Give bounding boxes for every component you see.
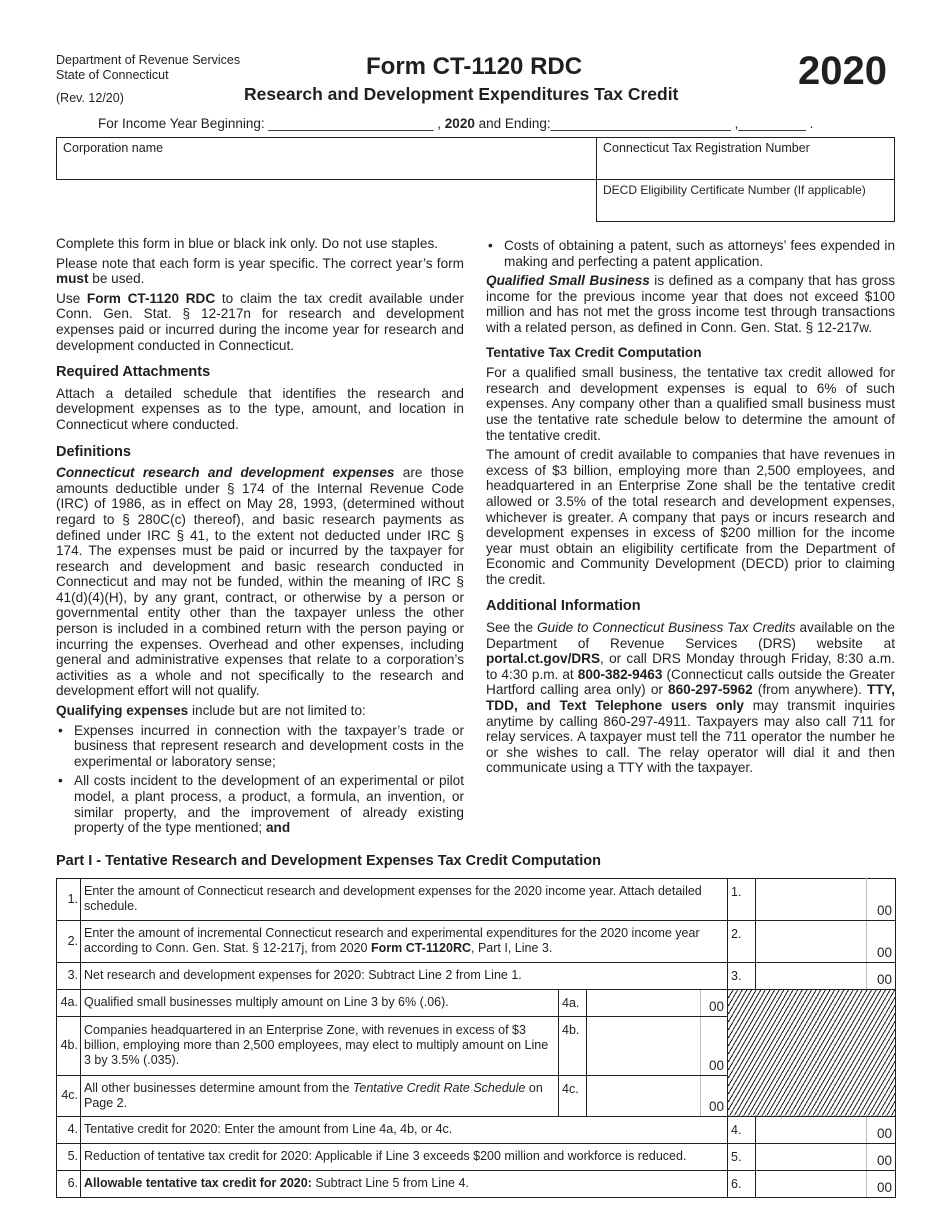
instructions-left-column: [56, 236, 464, 840]
amount-input[interactable]: [756, 1170, 867, 1197]
line-number: 3.: [57, 962, 81, 989]
text-segment: TTY, TDD, and Text Telephone users only: [486, 682, 895, 714]
text-segment: is defined as a company that has gross income for the previous income year that does not exceed $100 million and has not met the gross income test through transactions with a related person, as defined in Conn. Gen. Stat. § 12-217w.: [486, 273, 895, 335]
line-label: 1.: [728, 878, 756, 920]
text-segment: Attach a detailed schedule that identifies the research and development expenses as to the type, amount, and location in Connecticut where conducted.: [56, 385, 464, 432]
text-segment: be used.: [88, 271, 145, 287]
table-row: [57, 1143, 896, 1170]
amount-input[interactable]: [756, 962, 867, 989]
text-segment: on Page 2.: [84, 1080, 543, 1110]
text-segment: Form CT-1120 RDC: [86, 290, 216, 306]
instructions-right-column: [486, 238, 895, 780]
text-segment: For Income Year Beginning: ______________________ ,: [98, 116, 445, 131]
purpose: [56, 291, 464, 353]
qualifying-list-continued: [486, 238, 895, 269]
cents-field: 00: [867, 878, 896, 920]
table-row: [57, 989, 896, 1016]
text-segment: may transmit inquiries anytime by calling 860-297-4911. Taxpayers may also call 711 for relay services. A taxpayer must tell the 711 operator the number he or she wishes to call. The relay operator will dial it and then communicate using a TTY with the taxpayer.: [486, 698, 895, 776]
text-segment: Enter the amount of Connecticut research and development expenses for the 2020 income year. Attach detailed schedule.: [84, 884, 702, 914]
additional-info-heading: Additional Information: [486, 598, 641, 615]
text-segment: 800-382-9463: [577, 666, 663, 682]
line-label: 4c.: [559, 1075, 587, 1116]
form-subtitle: Research and Development Expenditures Tax Credit: [244, 84, 679, 104]
list-item: [486, 238, 895, 269]
table-row: [57, 1116, 896, 1143]
text-segment: Guide to Connecticut Business Tax Credits: [536, 620, 796, 636]
text-segment: Qualified small businesses multiply amount on Line 3 by 6% (.06).: [84, 995, 449, 1010]
cents-field: 00: [867, 920, 896, 962]
line-label: 5.: [728, 1143, 756, 1170]
text-segment: (from anywhere).: [752, 682, 868, 698]
part1-title: Part I - Tentative Research and Development Expenses Tax Credit Computation: [56, 852, 601, 869]
line-description: [81, 1143, 728, 1170]
text-segment: Expenses incurred in connection with the taxpayer’s trade or business that represent research and development costs in the experimental or laboratory sense;: [74, 722, 464, 769]
text-segment: See the: [486, 620, 537, 636]
cents-field: 00: [867, 1143, 896, 1170]
amount-input[interactable]: [756, 1143, 867, 1170]
line-description: [81, 1075, 559, 1116]
state-text: State of Connecticut: [56, 68, 169, 82]
table-row: [57, 878, 896, 920]
text-segment: Companies headquartered in an Enterprise Zone, with revenues in excess of $3 billion, employing more than 2,500 employees, may elect to multiply amount on Line 3 by 3.5% (.035).: [84, 1023, 549, 1068]
text-segment: Form CT-1120RC: [370, 941, 472, 956]
table-row: [57, 920, 896, 962]
text-segment: Use: [56, 290, 87, 306]
amount-input[interactable]: [587, 1075, 701, 1116]
text-segment: Connecticut research and development expenses: [56, 465, 395, 481]
cents-field: 00: [701, 1075, 728, 1116]
qualifying-expenses: [56, 703, 464, 719]
text-segment: portal.ct.gov/DRS: [486, 651, 601, 667]
line-description: [81, 1016, 559, 1075]
text-segment: All other businesses determine amount from the: [84, 1080, 353, 1095]
year-note: [56, 256, 464, 287]
cents-field: 00: [701, 1016, 728, 1075]
line-number: 1.: [57, 878, 81, 920]
line-description: [81, 920, 728, 962]
text-segment: must: [56, 271, 89, 287]
text-segment: include but are not limited to:: [188, 703, 366, 719]
ink-note: [56, 236, 464, 252]
line-number: 6.: [57, 1170, 81, 1197]
text-segment: Enter the amount of incremental Connecticut research and experimental expenditures for the 2020 income year according to Conn. Gen. Stat. § 12-217j, from 2020: [84, 926, 700, 956]
text-segment: are those amounts deductible under § 174 of the Internal Revenue Code (IRC) of 1986, as in effect on May 28, 1993, (determined without regard to § 280C(c) thereof), and basic research payments as defined under IRC § 41, to the extent not deducted under IRC § 174. The expenses must be paid or incurred by the taxpayer for research and development and basic research conducted in Connecticut and may not be funded, within the meaning of IRC § 41(d)(4)(H), by any grant, contract, or otherwise by a person or governmental entity other than the taxpayer unless the other person is included in a combined return with the person paying or incurring the expenses. Overhead and other expenses, including general and administrative expenses that relate to a corporation’s activities as a whole and not specifically to the research and development effort will not qualify.: [56, 465, 464, 699]
line-label: 6.: [728, 1170, 756, 1197]
required-attachments-heading: Required Attachments: [56, 364, 211, 381]
revision: (Rev. 12/20): [56, 91, 124, 105]
part1-table: [56, 878, 896, 1198]
text-segment: Costs of obtaining a patent, such as attorneys’ fees expended in making and perfecting a patent application.: [504, 238, 895, 269]
text-segment: Allowable tentative tax credit for 2020:: [84, 1176, 312, 1191]
form-title: Form CT-1120 RDC: [366, 53, 583, 80]
cents-field: 00: [701, 989, 728, 1016]
table-row: [57, 962, 896, 989]
line-label: 4.: [728, 1116, 756, 1143]
line-description: [81, 962, 728, 989]
text-segment: Qualified Small Business: [486, 273, 650, 289]
amount-input[interactable]: [756, 920, 867, 962]
text-segment: (Connecticut calls outside the Greater Hartford calling area only) or: [486, 666, 895, 698]
line-description: [81, 989, 559, 1016]
additional-info-text: [486, 620, 895, 776]
text-segment: , or call DRS Monday through Friday, 8:30 a.m. to 4:30 p.m. at: [486, 651, 895, 682]
line-description: [81, 878, 728, 920]
text-segment: to claim the tax credit available under Conn. Gen. Stat. § 12-217n for research and development expenses paid or incurred during the income year for research and development conducted in Connecticut.: [56, 290, 464, 353]
text-segment: Tentative credit for 2020: Enter the amount from Line 4a, 4b, or 4c.: [84, 1122, 453, 1137]
line-number: 4b.: [57, 1016, 81, 1075]
table-row: [57, 1170, 896, 1197]
line-description: [81, 1116, 728, 1143]
line-description: [81, 1170, 728, 1197]
amount-input[interactable]: [756, 1116, 867, 1143]
cents-field: 00: [867, 1116, 896, 1143]
text-segment: , Part I, Line 3.: [471, 941, 553, 956]
text-segment: Please note that each form is year specific. The correct year’s form: [56, 255, 464, 271]
text-segment: available on the Department of Revenue Services (DRS) website at: [486, 620, 895, 651]
text-segment: Reduction of tentative tax credit for 2020: Applicable if Line 3 exceeds $200 million and workforce is reduced.: [84, 1149, 687, 1164]
line-number: 4a.: [57, 989, 81, 1016]
amount-input[interactable]: [587, 1016, 701, 1075]
dept-text: Department of Revenue Services: [56, 53, 241, 67]
text-segment: All costs incident to the development of an experimental or pilot model, a plant process, a product, a formula, an invention, or similar property, and the improvement of already existing property of the type mentioned;: [74, 773, 464, 836]
qualifying-list: [56, 723, 464, 836]
instructions: [56, 236, 895, 840]
text-segment: Subtract Line 5 from Line 4.: [311, 1176, 469, 1191]
line-number: 4c.: [57, 1075, 81, 1116]
enterprise-zone-text: [486, 447, 895, 587]
line-label: 2.: [728, 920, 756, 962]
text-segment: The amount of credit available to companies that have revenues in excess of $3 billion, employing more than 2,500 employees, and headquartered in an Enterprise Zone shall be the tentative credit allowed or 3.5% of the total research and development expenses, whichever is greater. A company that pays or incurs research and development expenses in excess of $200 million for the income year must obtain an eligibility certificate from the Department of Economic and Community Development (DECD) prior to claiming the credit.: [486, 447, 895, 587]
text-segment: 860-297-5962: [668, 682, 753, 698]
ct-registration-label: Connecticut Tax Registration Number: [603, 141, 810, 155]
line-label: 4b.: [559, 1016, 587, 1075]
attachments-text: [56, 386, 464, 433]
amount-input[interactable]: [587, 989, 701, 1016]
line-number: 5.: [57, 1143, 81, 1170]
list-item: [56, 773, 464, 835]
line-number: 2.: [57, 920, 81, 962]
text-segment: For a qualified small business, the tentative tax credit allowed for research and development expenses is equal to 6% of such expenses. Any company other than a qualified small business must use the tentative rate schedule below to determine the amount of the tentative credit.: [486, 365, 895, 443]
line-number: 4.: [57, 1116, 81, 1143]
text-segment: 2020: [444, 116, 475, 131]
text-segment: Net research and development expenses for 2020: Subtract Line 2 from Line 1.: [84, 968, 522, 983]
corporation-name-label: Corporation name: [63, 141, 164, 155]
text-segment: and Ending:________________________ ,_________ .: [474, 116, 814, 131]
list-item: [56, 723, 464, 770]
line-label: 3.: [728, 962, 756, 989]
tentative-credit-heading: Tentative Tax Credit Computation: [486, 344, 702, 360]
tentative-credit-text: [486, 365, 895, 443]
rd-expenses-definition: [56, 465, 464, 699]
qsb-definition: [486, 273, 895, 335]
text-segment: Complete this form in blue or black ink only. Do not use staples.: [56, 236, 439, 251]
line-label: 4a.: [559, 989, 587, 1016]
cents-field: 00: [867, 962, 896, 989]
hatched-area: [728, 989, 896, 1116]
decd-certificate-label: DECD Eligibility Certificate Number (If applicable): [603, 183, 866, 197]
text-segment: Tentative Credit Rate Schedule: [352, 1080, 526, 1095]
cents-field: 00: [867, 1170, 896, 1197]
form-year: 2020: [798, 49, 887, 93]
text-segment: Qualifying expenses: [56, 703, 189, 719]
amount-input[interactable]: [756, 878, 867, 920]
definitions-heading: Definitions: [56, 443, 131, 460]
text-segment: and: [265, 820, 291, 836]
